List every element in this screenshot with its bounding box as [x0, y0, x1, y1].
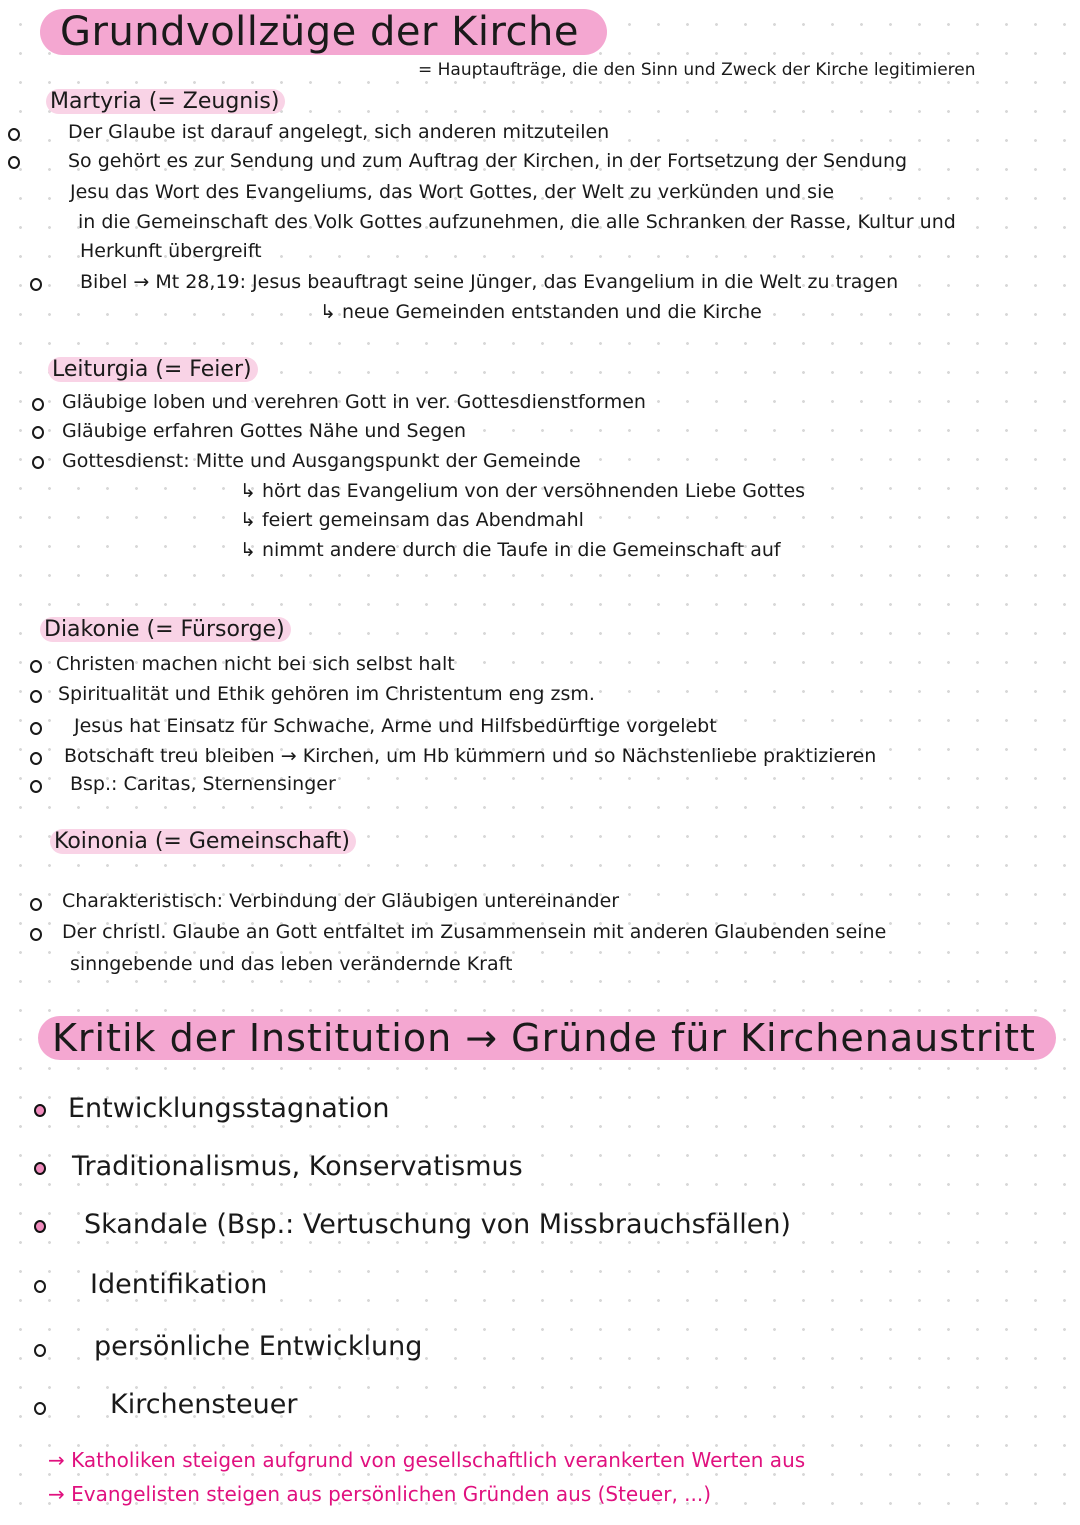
- kritik-item: persönliche Entwicklung: [94, 1331, 423, 1362]
- bullet-icon: [32, 456, 44, 469]
- text-line: So gehört es zur Sendung und zum Auftrag der Kirchen, in der Fortsetzung der Sendung: [68, 150, 908, 172]
- text-line: Bibel → Mt 28,19: Jesus beauftragt seine Jünger, das Evangelium in die Welt zu tragen: [80, 271, 899, 293]
- bullet-icon: [34, 1280, 46, 1293]
- bullet-icon: [8, 128, 20, 141]
- section-heading-diakonie: Diakonie (= Fürsorge): [40, 616, 291, 644]
- bullet-icon: [34, 1344, 46, 1357]
- page-title-text: Grundvollzüge der Kirche: [40, 9, 607, 55]
- kritik-title-text: Kritik der Institution → Gründe für Kirchenaustritt: [38, 1016, 1056, 1060]
- text-line: Spiritualität und Ethik gehören im Christentum eng zsm.: [58, 683, 595, 705]
- text-line: Der Glaube ist darauf angelegt, sich anderen mitzuteilen: [68, 121, 610, 143]
- bullet-icon: [34, 1220, 46, 1233]
- text-line: Herkunft übergreift: [80, 240, 262, 262]
- bullet-icon: [30, 928, 42, 941]
- kritik-item: Entwicklungsstagnation: [68, 1093, 390, 1124]
- text-line: Gottesdienst: Mitte und Ausgangspunkt der Gemeinde: [62, 450, 581, 472]
- bullet-icon: [30, 278, 42, 291]
- section-heading-koinonia: Koinonia (= Gemeinschaft): [50, 828, 356, 856]
- text-line: Gläubige erfahren Gottes Nähe und Segen: [62, 420, 467, 442]
- text-line: Botschaft treu bleiben → Kirchen, um Hb kümmern und so Nächstenliebe praktizieren: [64, 745, 877, 767]
- text-line: sinngebende und das leben verändernde Kraft: [70, 953, 513, 975]
- note-line: → Evangelisten steigen aus persönlichen Gründen aus (Steuer, ...): [48, 1482, 712, 1506]
- text-line: ↳ hört das Evangelium von der versöhnenden Liebe Gottes: [240, 480, 806, 502]
- kritik-item: Skandale (Bsp.: Vertuschung von Missbrauchsfällen): [84, 1209, 791, 1240]
- section-heading-martyria: Martyria (= Zeugnis): [46, 88, 285, 116]
- bullet-icon: [30, 660, 42, 673]
- text-line: Gläubige loben und verehren Gott in ver. Gottesdienstformen: [62, 391, 646, 413]
- page-subtitle: = Hauptaufträge, die den Sinn und Zweck der Kirche legitimieren: [418, 60, 976, 80]
- bullet-icon: [30, 780, 42, 793]
- text-line: Jesu das Wort des Evangeliums, das Wort Gottes, der Welt zu verkünden und sie: [70, 181, 835, 203]
- note-line: → Katholiken steigen aufgrund von gesellschaftlich verankerten Werten aus: [48, 1448, 806, 1472]
- bullet-icon: [32, 398, 44, 411]
- bullet-icon: [34, 1402, 46, 1415]
- text-line: Der christl. Glaube an Gott entfaltet im Zusammensein mit anderen Glaubenden seine: [62, 921, 887, 943]
- bullet-icon: [8, 156, 20, 169]
- text-line: Bsp.: Caritas, Sternensinger: [70, 773, 336, 795]
- page-title: [22, 10, 625, 54]
- kritik-item: Traditionalismus, Konservatismus: [72, 1151, 523, 1182]
- bullet-icon: [30, 690, 42, 703]
- kritik-item: Kirchensteuer: [110, 1389, 298, 1420]
- bullet-icon: [32, 426, 44, 439]
- kritik-item: Identifikation: [90, 1269, 268, 1300]
- bullet-icon: [30, 722, 42, 735]
- text-line: ↳ neue Gemeinden entstanden und die Kirche: [320, 301, 762, 323]
- bullet-icon: [30, 752, 42, 765]
- bullet-icon: [34, 1162, 46, 1175]
- bullet-icon: [30, 898, 42, 911]
- text-line: in die Gemeinschaft des Volk Gottes aufzunehmen, die alle Schranken der Rasse, Kultur und: [78, 211, 956, 233]
- kritik-title: [20, 1016, 1074, 1060]
- text-line: Jesus hat Einsatz für Schwache, Arme und Hilfsbedürftige vorgelebt: [74, 715, 717, 737]
- text-line: ↳ feiert gemeinsam das Abendmahl: [240, 509, 584, 531]
- text-line: Christen machen nicht bei sich selbst halt: [56, 653, 455, 675]
- text-line: Charakteristisch: Verbindung der Gläubigen untereinander: [62, 890, 620, 912]
- bullet-icon: [34, 1104, 46, 1117]
- section-heading-leiturgia: Leiturgia (= Feier): [48, 356, 258, 384]
- text-line: ↳ nimmt andere durch die Taufe in die Gemeinschaft auf: [240, 539, 781, 561]
